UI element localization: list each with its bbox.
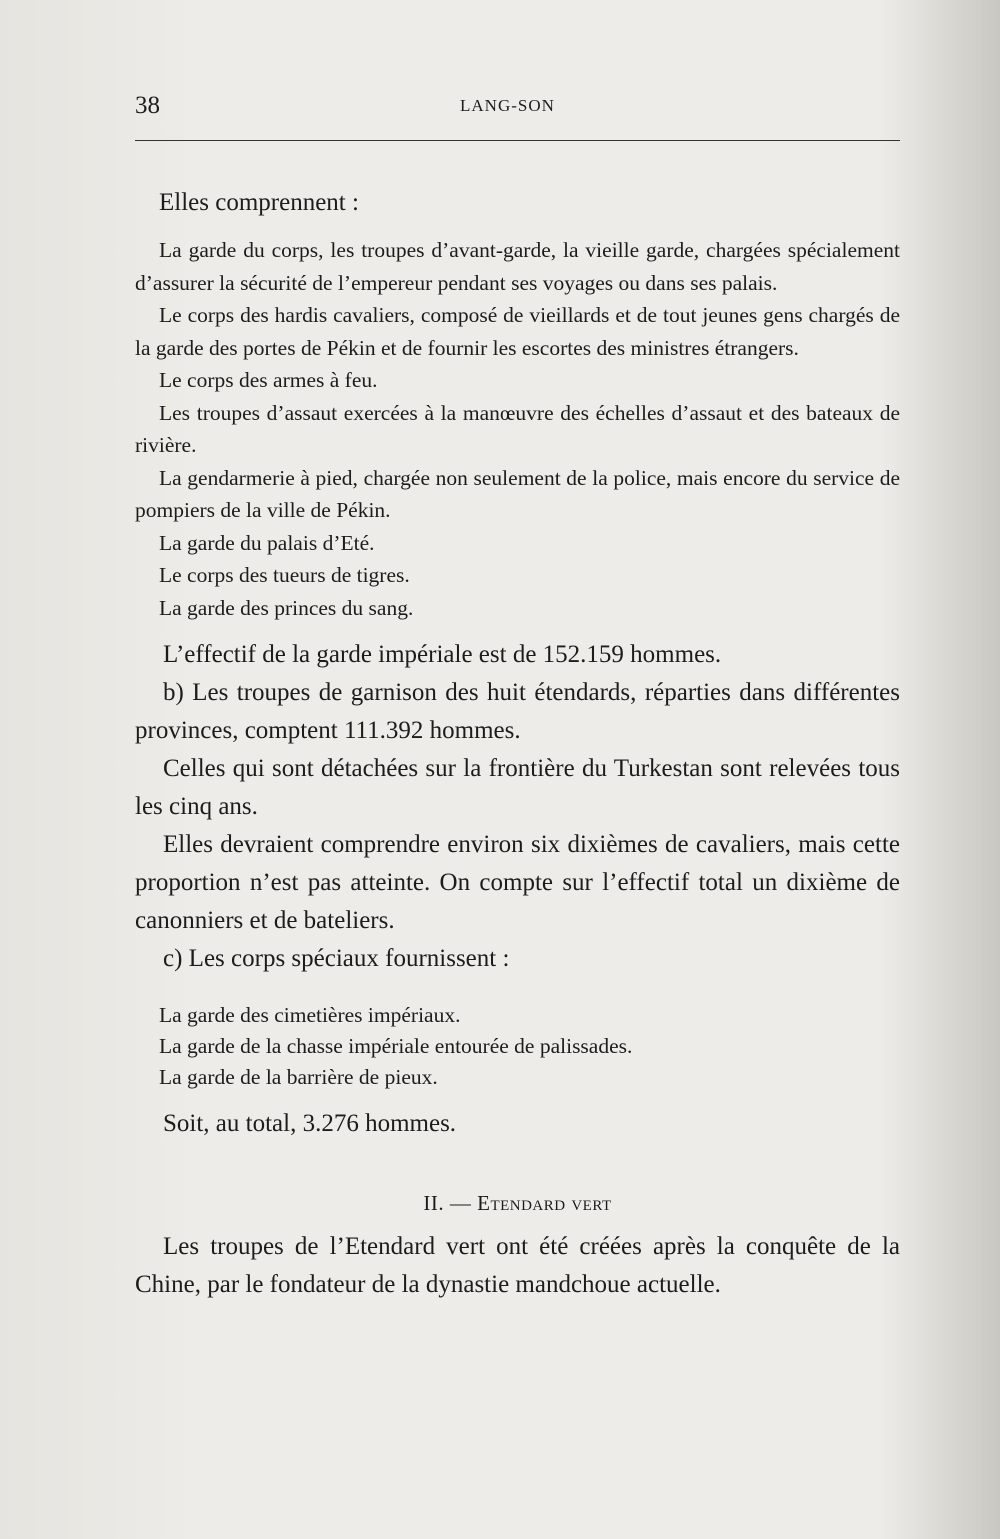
page-number: 38 bbox=[135, 92, 160, 119]
paragraph: Le corps des tueurs de tigres. bbox=[159, 563, 410, 587]
paragraph: L’effectif de la garde impériale est de 152.159 hommes. bbox=[163, 641, 722, 668]
paragraph: Le corps des armes à feu. bbox=[159, 368, 378, 392]
paragraph: Les troupes d’assaut exercées à la manœuvre des échelles d’assaut et des bateaux de rivière. bbox=[135, 400, 900, 457]
paragraph: Les troupes de l’Etendard vert ont été créées après la conquête de la Chine, par le fondateur de la dynastie mandchoue actuelle. bbox=[135, 1233, 900, 1298]
page-header bbox=[135, 92, 900, 132]
list-item: La garde de la chasse impériale entourée de palissades. bbox=[159, 1034, 633, 1058]
paragraph: c) Les corps spéciaux fournissent : bbox=[163, 945, 510, 972]
list-item: La garde des cimetières impériaux. bbox=[159, 1003, 461, 1027]
paragraph: La garde du palais d’Eté. bbox=[159, 530, 375, 555]
paragraph: b) Les troupes de garnison des huit étendards, réparties dans différentes provinces, comptent 111.392 hommes. bbox=[135, 679, 900, 744]
paragraph: Le corps des hardis cavaliers, composé de vieillards et de tout jeunes gens chargés de la garde des portes de Pékin et de fournir les escortes des ministres étrangers. bbox=[135, 303, 900, 360]
paragraph: Elles comprennent : bbox=[159, 189, 359, 216]
paragraph: Celles qui sont détachées sur la frontière du Turkestan sont relevées tous les cinq ans. bbox=[135, 755, 900, 820]
list bbox=[135, 1000, 900, 1093]
paragraph: Soit, au total, 3.276 hommes. bbox=[163, 1110, 457, 1137]
section-title: II. — Etendard vert bbox=[423, 1191, 612, 1215]
paragraph: La gendarmerie à pied, chargée non seulement de la police, mais encore du service de pompiers de la ville de Pékin. bbox=[135, 465, 900, 522]
list-item: La garde de la barrière de pieux. bbox=[159, 1065, 438, 1089]
running-title: LANG-SON bbox=[460, 96, 555, 115]
paragraph: La garde du corps, les troupes d’avant-garde, la vieille garde, chargées spécialement d’assurer la sécurité de l’empereur pendant ses voyages ou dans ses palais. bbox=[135, 238, 900, 295]
page-body bbox=[135, 184, 900, 1304]
header-rule bbox=[135, 140, 900, 141]
paragraph: Elles devraient comprendre environ six dixièmes de cavaliers, mais cette proportion n’est pas atteinte. On compte sur l’effectif total un dixième de canonniers et de bateliers. bbox=[135, 831, 900, 934]
paragraph: La garde des princes du sang. bbox=[159, 595, 414, 620]
